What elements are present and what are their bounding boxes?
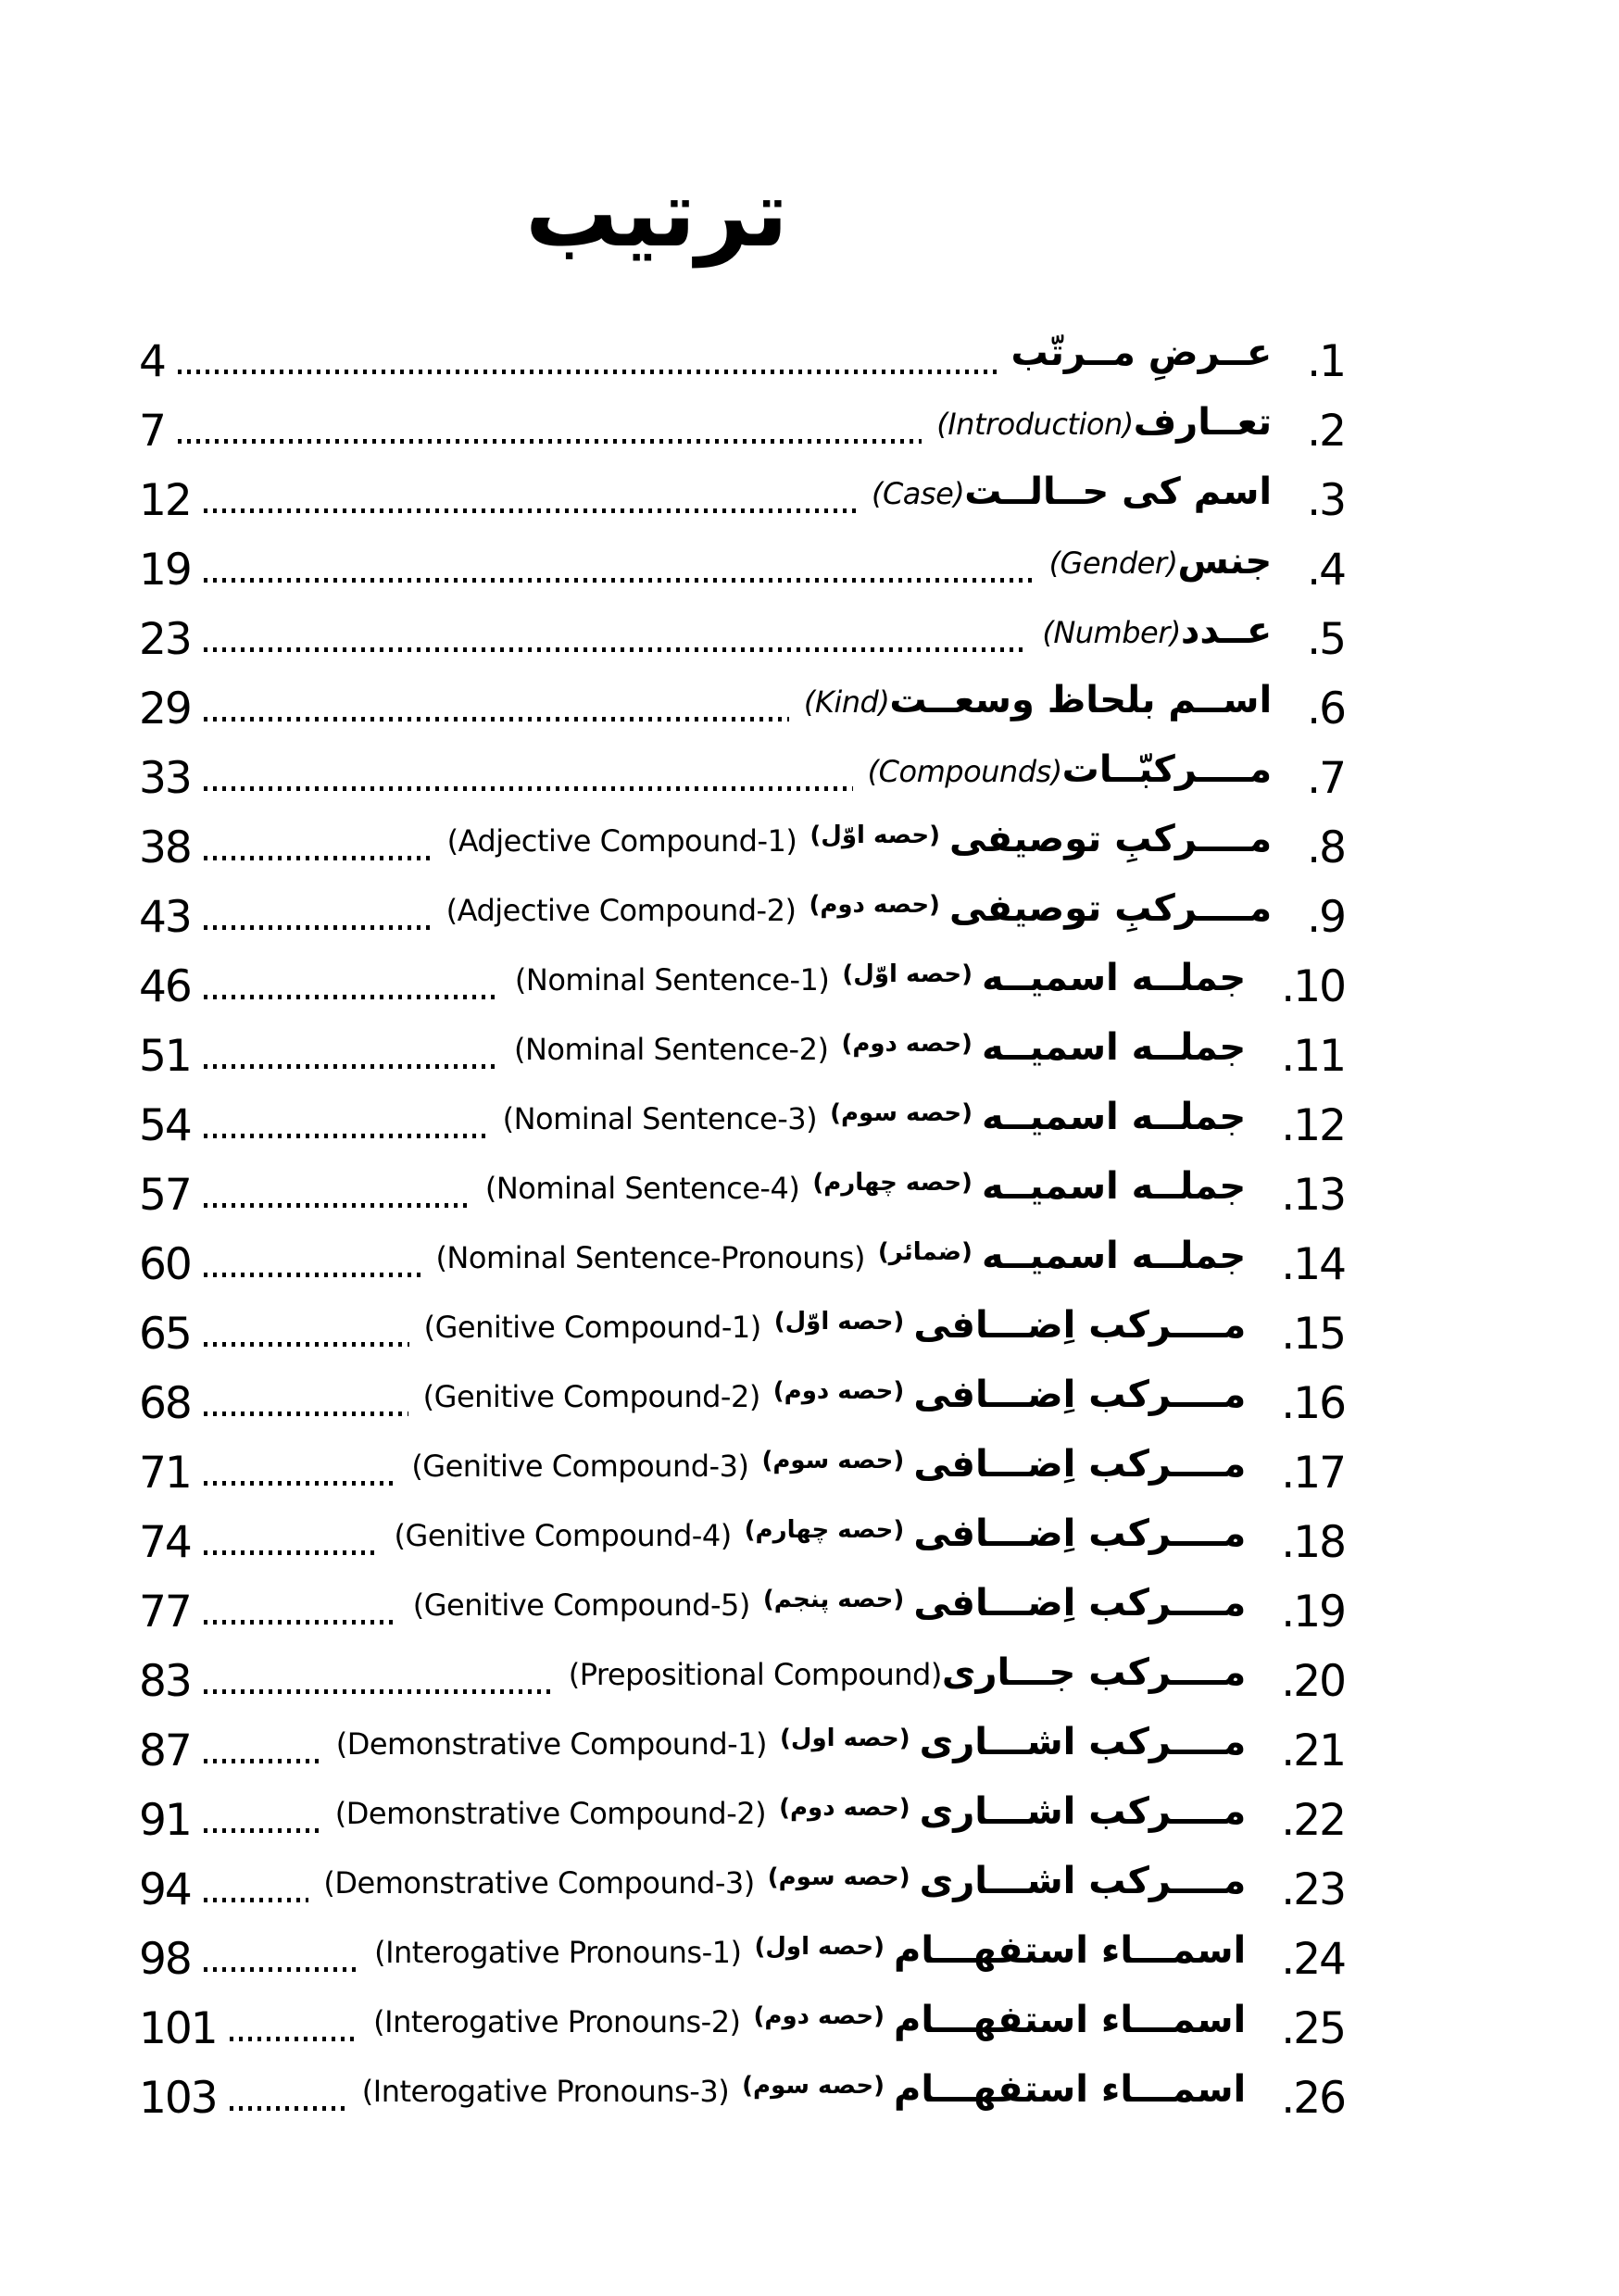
entry-title-english: (Nominal Sentence-4)	[484, 1171, 800, 1206]
entry-title-english: (Interogative Pronouns-3)	[361, 2074, 730, 2109]
entry-index: .14	[1281, 1239, 1345, 1290]
entry-title-english: (Nominal Sentence-3)	[502, 1101, 818, 1136]
dot-leader	[204, 647, 1028, 652]
page-number: 77	[139, 1587, 191, 1637]
entry-title-english: (Introduction)	[936, 407, 1134, 442]
entry-title	[1010, 332, 1273, 374]
entry-title-english: (Kind)	[803, 684, 890, 720]
toc-entry	[139, 1217, 1345, 1290]
entry-title	[335, 1721, 1247, 1763]
toc-entry	[139, 1495, 1345, 1568]
dot-leader	[204, 1550, 380, 1555]
entry-title-urdu: عــرضِ مــرتّب	[1010, 332, 1273, 374]
entry-index: .10	[1281, 961, 1345, 1012]
entry-title-urdu: تعــارف	[1133, 401, 1273, 444]
entry-title-urdu: جملــه اسمیــه	[981, 1235, 1247, 1277]
dot-leader	[204, 578, 1035, 583]
entry-title-urdu-part: (حصه سوم)	[742, 2072, 885, 2100]
entry-title-urdu: اسمـــاء استفهـــام	[894, 2068, 1247, 2111]
entry-title-english: (Nominal Sentence-2)	[513, 1032, 829, 1067]
dot-leader	[178, 370, 997, 374]
entry-index: .8	[1307, 822, 1345, 873]
entry-title-urdu: جملــه اسمیــه	[981, 1026, 1247, 1069]
toc-entry	[139, 1634, 1345, 1707]
page-number: 101	[139, 2003, 217, 2054]
entry-index: .25	[1281, 2003, 1345, 2054]
dot-leader	[204, 1134, 488, 1138]
entry-title-urdu-part: (حصه دوم)	[841, 1030, 973, 1058]
toc-entry	[139, 2051, 1345, 2124]
entry-title	[1048, 540, 1273, 583]
entry-title-english: (Compounds)	[867, 754, 1062, 789]
entry-title-english: (Nominal Sentence-1)	[514, 962, 830, 997]
entry-index: .16	[1281, 1378, 1345, 1429]
entry-title-urdu-part: (حصه دوم)	[753, 2002, 885, 2030]
entry-index: .7	[1307, 753, 1345, 804]
entry-title-english: (Adjective Compound-2)	[446, 893, 797, 928]
dot-leader	[204, 1759, 321, 1763]
entry-index: .19	[1281, 1587, 1345, 1637]
entry-title	[412, 1582, 1247, 1625]
page-number: 83	[139, 1656, 191, 1707]
dot-leader	[204, 1828, 320, 1833]
entry-title-urdu: مــــرکب اِضـــافی	[913, 1443, 1247, 1486]
entry-title-urdu: عــدد	[1180, 609, 1273, 652]
entry-title-urdu-part: (حصه اوّل)	[773, 1308, 905, 1336]
entry-title-urdu-part: (ضمائر)	[877, 1238, 973, 1266]
dot-leader	[178, 439, 922, 444]
toc-entry	[139, 939, 1345, 1012]
entry-index: .15	[1281, 1309, 1345, 1360]
entry-title	[871, 470, 1273, 513]
page-number: 12	[139, 475, 191, 526]
entry-title-urdu-part: (حصه دوم)	[809, 891, 940, 919]
entry-title-english: (Genitive Compound-4)	[394, 1518, 732, 1553]
dot-leader	[204, 1064, 499, 1069]
toc-entry	[139, 383, 1345, 457]
entry-title-english: (Number)	[1042, 615, 1181, 650]
entry-title-urdu-part: (حصه سوم)	[767, 1863, 910, 1891]
entry-index: .1	[1307, 336, 1345, 387]
page-number: 71	[139, 1448, 191, 1499]
entry-title-english: (Genitive Compound-2)	[422, 1379, 760, 1414]
entry-title	[513, 1026, 1247, 1069]
entry-title-urdu: مــــرکبِ توصیفی	[948, 887, 1273, 930]
page-title: ترتيب	[525, 159, 788, 268]
entry-index: .23	[1281, 1864, 1345, 1915]
entry-title-urdu-part: (حصه اوّل)	[842, 960, 973, 988]
entry-title-english: (Nominal Sentence-Pronouns)	[435, 1240, 865, 1275]
entry-title	[446, 818, 1273, 860]
entry-title	[803, 679, 1273, 721]
dot-leader	[204, 1273, 421, 1277]
entry-index: .17	[1281, 1448, 1345, 1499]
entry-title-urdu-part: (حصه اوّل)	[810, 822, 940, 849]
entry-index: .13	[1281, 1170, 1345, 1221]
toc-entry	[139, 1286, 1345, 1360]
entry-title	[867, 748, 1273, 791]
toc-entry	[139, 1356, 1345, 1429]
entry-title	[514, 957, 1247, 999]
entry-index: .22	[1281, 1795, 1345, 1846]
toc-entry	[139, 1078, 1345, 1151]
entry-title	[435, 1235, 1247, 1277]
page-number: 46	[139, 961, 191, 1012]
page-number: 98	[139, 1934, 191, 1985]
entry-title-english: (Case)	[871, 476, 965, 511]
entry-title-urdu: جملــه اسمیــه	[981, 957, 1247, 999]
entry-title-english: (Genitive Compound-1)	[423, 1310, 761, 1345]
entry-title-urdu: جنس	[1177, 540, 1273, 583]
entry-title	[411, 1443, 1247, 1486]
entry-title-english: (Demonstrative Compound-3)	[323, 1865, 755, 1901]
page-number: 91	[139, 1795, 191, 1846]
entry-title	[323, 1860, 1247, 1902]
entry-title-urdu: مــــرکب اِضـــافی	[913, 1582, 1247, 1625]
toc-entry	[139, 870, 1345, 943]
toc-entry	[139, 1773, 1345, 1846]
toc-entry	[139, 1703, 1345, 1776]
entry-title-english: (Prepositional Compound)	[568, 1657, 942, 1692]
page-number: 57	[139, 1170, 191, 1221]
entry-title-urdu-part: (حصه چهارم)	[812, 1169, 973, 1197]
dot-leader	[204, 1620, 398, 1625]
entry-title	[484, 1165, 1247, 1208]
entry-title-urdu: مــــرکب اِضـــافی	[913, 1512, 1247, 1555]
page-number: 19	[139, 545, 191, 596]
toc-entry	[139, 731, 1345, 804]
entry-title-urdu-part: (حصه سوم)	[830, 1099, 973, 1127]
page-number: 7	[139, 406, 165, 457]
page-number: 33	[139, 753, 191, 804]
toc-entry	[139, 1842, 1345, 1915]
entry-title-english: (Adjective Compound-1)	[446, 823, 797, 859]
entry-title	[502, 1096, 1247, 1138]
entry-title	[423, 1304, 1247, 1347]
entry-title-english: (Demonstrative Compound-2)	[334, 1796, 767, 1831]
page-number: 103	[139, 2073, 217, 2124]
dot-leader	[204, 1411, 408, 1416]
dot-leader	[204, 717, 789, 721]
entry-title-urdu-part: (حصه چهارم)	[744, 1516, 905, 1544]
entry-title-urdu-part: (حصه پنجم)	[762, 1586, 905, 1613]
entry-title	[446, 887, 1273, 930]
entry-title	[936, 401, 1273, 444]
entry-title-urdu-part: (حصه دوم)	[772, 1377, 905, 1405]
dot-leader	[204, 856, 433, 860]
entry-title-english: (Genitive Compound-3)	[411, 1449, 749, 1484]
entry-title-urdu: مــــرکبّــات	[1061, 748, 1273, 791]
entry-title-urdu: مــــرکب اِضـــافی	[913, 1374, 1247, 1416]
entry-title	[422, 1374, 1247, 1416]
entry-title-urdu: مــــرکب جـــاری	[941, 1651, 1247, 1694]
toc-entry	[139, 1981, 1345, 2054]
dot-leader	[204, 1342, 409, 1347]
toc-entry	[139, 800, 1345, 873]
entry-index: .11	[1281, 1031, 1345, 1082]
entry-title	[373, 2001, 1246, 2039]
entry-title-urdu: مــــرکب اِضـــافی	[913, 1304, 1247, 1347]
entry-index: .9	[1307, 892, 1345, 943]
entry-title-urdu: اسم کی حــالــت	[964, 470, 1273, 513]
entry-index: .6	[1307, 684, 1345, 734]
page-number: 43	[139, 892, 191, 943]
entry-index: .21	[1281, 1725, 1345, 1776]
page-number: 68	[139, 1378, 191, 1429]
dot-leader	[204, 1203, 471, 1208]
page-number: 4	[139, 336, 165, 387]
toc-entry	[139, 592, 1345, 665]
entry-title-urdu: اسمـــاء استفهـــام	[894, 1929, 1247, 1972]
entry-index: .5	[1307, 614, 1345, 665]
dot-leader	[230, 2106, 347, 2111]
entry-title-english: (Interogative Pronouns-2)	[373, 2004, 741, 2039]
entry-title-urdu: اسمـــاء استفهـــام	[894, 1999, 1247, 2041]
entry-index: .20	[1281, 1656, 1345, 1707]
entry-title-english: (Gender)	[1048, 546, 1178, 581]
entry-title	[1042, 609, 1273, 652]
toc-entry	[139, 1425, 1345, 1499]
entry-title-urdu-part: (حصه سوم)	[761, 1447, 905, 1474]
page-number: 87	[139, 1725, 191, 1776]
page-number: 65	[139, 1309, 191, 1360]
toc-entry	[139, 314, 1345, 387]
page-number: 29	[139, 684, 191, 734]
entry-index: .4	[1307, 545, 1345, 596]
entry-title-urdu: جملــه اسمیــه	[981, 1096, 1247, 1138]
toc-entry	[139, 1148, 1345, 1221]
entry-title-english: (Interogative Pronouns-1)	[374, 1935, 742, 1970]
entry-title	[568, 1651, 1247, 1694]
entry-title-urdu-part: (حصه اول)	[780, 1725, 910, 1752]
dot-leader	[204, 786, 853, 791]
entry-title-urdu: مــــرکب اشـــاری	[919, 1860, 1247, 1902]
entry-title-urdu: مــــرکب اشـــاری	[919, 1721, 1247, 1763]
entry-title-urdu: مــــرکب اشـــاری	[919, 1790, 1247, 1833]
toc-entry	[139, 1912, 1345, 1985]
page-number: 51	[139, 1031, 191, 1082]
entry-index: .3	[1307, 475, 1345, 526]
toc-entry	[139, 661, 1345, 734]
entry-title	[334, 1790, 1247, 1833]
entry-title-urdu-part: (حصه دوم)	[779, 1794, 910, 1822]
toc-entry	[139, 1564, 1345, 1637]
page-number: 74	[139, 1517, 191, 1568]
entry-title-urdu: اســم بلحاظ وسعــت	[889, 679, 1273, 721]
entry-index: .12	[1281, 1100, 1345, 1151]
page-number: 23	[139, 614, 191, 665]
toc-entry	[139, 522, 1345, 596]
page-number: 60	[139, 1239, 191, 1290]
entry-title-english: (Genitive Compound-5)	[412, 1587, 750, 1623]
entry-index: .26	[1281, 2073, 1345, 2124]
dot-leader	[204, 1689, 554, 1694]
entry-title-urdu-part: (حصه اول)	[754, 1933, 885, 1961]
entry-title	[361, 2068, 1247, 2111]
dot-leader	[204, 995, 500, 999]
dot-leader	[204, 508, 857, 513]
dot-leader	[204, 1967, 359, 1972]
toc-entry	[139, 453, 1345, 526]
entry-title-urdu: مــــرکبِ توصیفی	[948, 818, 1273, 860]
dot-leader	[204, 925, 432, 930]
entry-index: .2	[1307, 406, 1345, 457]
toc-list	[0, 314, 1619, 2124]
entry-index: .18	[1281, 1517, 1345, 1568]
dot-leader	[204, 1481, 397, 1486]
page-number: 94	[139, 1864, 191, 1915]
entry-title-english: (Demonstrative Compound-1)	[335, 1726, 768, 1762]
dot-leader	[230, 2037, 358, 2041]
toc-entry	[139, 1009, 1345, 1082]
entry-index: .24	[1281, 1934, 1345, 1985]
entry-title-urdu: جملــه اسمیــه	[981, 1165, 1247, 1208]
page-number: 38	[139, 822, 191, 873]
entry-title	[394, 1512, 1247, 1555]
dot-leader	[204, 1898, 309, 1902]
page-number: 54	[139, 1100, 191, 1151]
entry-title	[374, 1929, 1247, 1972]
